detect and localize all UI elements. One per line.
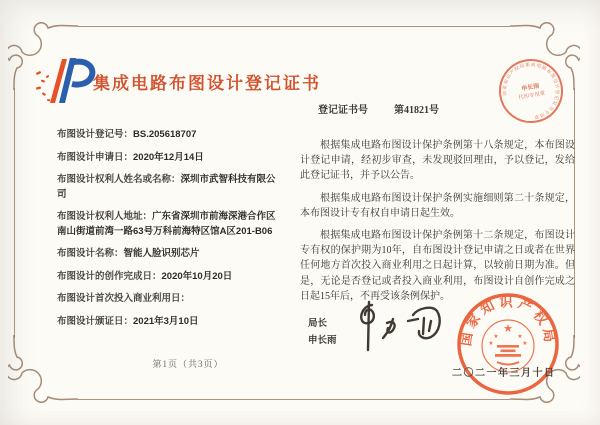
field-design-name [57, 247, 283, 262]
svg-text:★: ★ [522, 340, 528, 347]
seal-ring-text: 国家知识产权局 [458, 294, 558, 348]
field-value: 2021年3月10日 [133, 315, 199, 327]
legal-text-block [300, 138, 575, 311]
spiral-corner-icon [8, 335, 78, 405]
certificate-title: 集成电路布图设计登记证书 [93, 74, 321, 93]
field-label: 布图设计颁证日： [57, 316, 134, 327]
signature-autograph-icon [352, 298, 457, 356]
legal-paragraph: 根据集成电路布图设计保护条例第十八条规定，本布图设计登记申请，经初步审查，未发现驳回理由，予以登记，发给此登记证书，并予以公告。 [300, 140, 575, 182]
field-label: 布图设计的创作完成日： [57, 271, 162, 282]
officer-title: 局长 [308, 319, 328, 329]
registration-number-row [318, 101, 439, 116]
issue-date-text: 二〇二一年三月十日 [452, 368, 556, 379]
legal-paragraph: 根据集成电路布图设计保护条例实施细则第二十条规定，本布图设计专有权自申请日起生效。 [300, 192, 575, 219]
officer-name: 申长雨 [308, 336, 337, 346]
svg-text:★: ★ [493, 333, 499, 340]
frame-line-bottom [78, 399, 510, 400]
small-seal-line1: 申长雨 [521, 83, 540, 93]
field-holder-name [57, 173, 283, 202]
field-value: BS.205618707 [133, 129, 197, 140]
page-number: 第1页（共3页） [152, 359, 224, 369]
small-seal-line2: 代印专用章 [518, 90, 546, 102]
field-label: 布图设计登记号： [57, 130, 134, 140]
layout-design-logo-icon [34, 56, 96, 106]
field-label: 布图设计申请日： [57, 152, 134, 163]
field-label: 布图设计权利人地址： [57, 212, 153, 222]
officer-block [308, 316, 337, 350]
svg-text:★: ★ [517, 333, 523, 340]
field-registration-no [57, 128, 283, 143]
field-creation-date [57, 270, 283, 285]
field-first-commercial-use-date [57, 292, 283, 307]
field-value: 2020年12月14日 [133, 151, 204, 163]
frame-line-left [14, 88, 15, 338]
field-label: 布图设计权利人姓名或名称： [57, 175, 181, 185]
svg-text:★: ★ [503, 322, 513, 335]
field-value: 智能人脸识别芯片 [123, 248, 200, 259]
registration-number-value: 第41821号 [394, 105, 439, 116]
field-value: 广东省深圳市前海深港合作区南山街道前湾一路63号万科前海特区馆A区201-B06 [57, 211, 276, 237]
field-label: 布图设计名称： [57, 249, 124, 259]
small-certificate-seal-icon [490, 50, 571, 131]
field-value: 深圳市武智科技有限公司 [57, 174, 276, 200]
field-value: 2020年10月20日 [161, 270, 233, 282]
field-issue-date [57, 315, 283, 330]
frame-line-top [78, 26, 510, 27]
registration-number-label: 登记证书号 [318, 105, 368, 116]
legal-paragraph: 根据集成电路布图设计保护条例第十二条规定，布图设计专有权的保护期为10年，自布图设计登记申请之日或者在世界任何地方首次投入商业利用之日起计算，以较前日期为准。但是，无论是否登记或者投入商业利用，布图设计自创作完成之日起15年后，不再受该条例保护。 [300, 230, 575, 302]
small-seal-ring-text: 国家知识产权局集成电路布图设计登记证书专用章 [501, 61, 561, 120]
field-holder-address [57, 210, 283, 239]
field-label: 布图设计首次投入商业利用日： [57, 294, 191, 304]
field-list [57, 128, 283, 337]
field-application-date [57, 151, 283, 166]
svg-text:★: ★ [488, 340, 494, 347]
official-seal-icon [449, 288, 567, 406]
